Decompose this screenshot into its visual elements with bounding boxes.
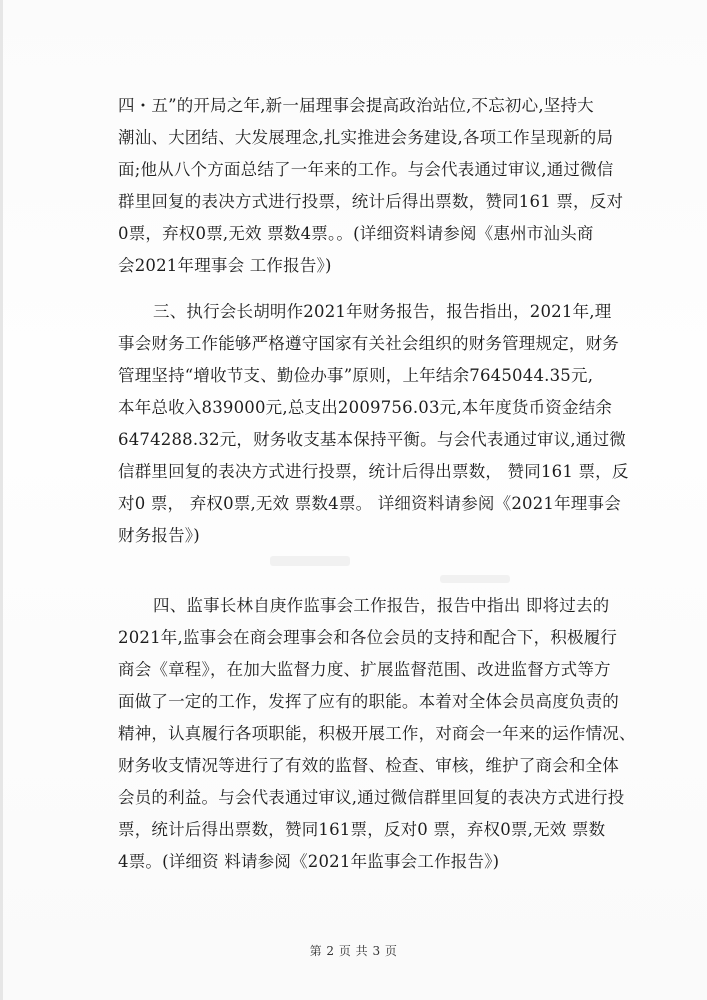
text-line: 6474288.32元，财务收支基本保持平衡。与会代表通过审议,通过微 xyxy=(118,430,626,449)
text-line: 面;他从八个方面总结了一年来的工作。与会代表通过审议,通过微信 xyxy=(118,160,614,179)
text-line: 管理坚持“增收节支、勤俭办事”原则，上年结余7645044.35元, xyxy=(118,366,594,385)
text-line: 信群里回复的表决方式进行投票，统计后得出票数， 赞同161 票，反 xyxy=(118,462,629,481)
text-line: 对0 票， 弃权0票,无效 票数4票。 详细资料请参阅《2021年理事会 xyxy=(118,494,621,513)
text-line: 潮汕、大团结、大发展理念,扎实推进会务建设,各项工作呈现新的局 xyxy=(118,128,614,147)
text-line: 财务收支情况等进行了有效的监督、检查、审核，维护了商会和全体 xyxy=(118,756,619,775)
scan-smudge xyxy=(440,575,510,583)
text-line: 票，统计后得出票数，赞同161票，反对0 票，弃权0票,无效 票数 xyxy=(118,820,606,839)
scan-edge xyxy=(0,0,3,1000)
text-line: 财务报告》) xyxy=(118,526,200,545)
paragraph-start-line: 三、执行会长胡明作2021年财务报告，报告指出，2021年,理 xyxy=(153,302,612,321)
text-line: 精神，认真履行各项职能，积极开展工作，对商会一年来的运作情况、 xyxy=(118,724,636,743)
page-number: 第 2 页 共 3 页 xyxy=(309,944,398,958)
text-line: 本年总收入839000元,总支出2009756.03元,本年度货币资金结余 xyxy=(118,398,613,417)
text-line: 会员的利益。与会代表通过审议,通过微信群里回复的表决方式进行投 xyxy=(118,788,625,807)
text-line: 四・五”的开局之年,新一届理事会提高政治站位,不忘初心,坚持大 xyxy=(118,96,594,115)
text-line: 会2021年理事会 工作报告》) xyxy=(118,256,332,275)
paragraph-start-line: 四、监事长林自庚作监事会工作报告，报告中指出 即将过去的 xyxy=(153,596,610,615)
text-line: 面做了一定的工作，发挥了应有的职能。本着对全体会员高度负责的 xyxy=(118,692,619,711)
text-line: 2021年,监事会在商会理事会和各位会员的支持和配合下，积极履行 xyxy=(118,628,618,647)
scan-smudge xyxy=(270,556,350,566)
text-line: 群里回复的表决方式进行投票，统计后得出票数，赞同161 票，反对 xyxy=(118,192,624,211)
text-line: 0票，弃权0票,无效 票数4票。。(详细资料请参阅《惠州市汕头商 xyxy=(118,224,594,243)
text-line: 4票。(详细资 料请参阅《2021年监事会工作报告》) xyxy=(118,852,500,871)
text-line: 商会《章程》，在加大监督力度、扩展监督范围、改进监督方式等方 xyxy=(118,660,611,679)
text-line: 事会财务工作能够严格遵守国家有关社会组织的财务管理规定，财务 xyxy=(118,334,619,353)
